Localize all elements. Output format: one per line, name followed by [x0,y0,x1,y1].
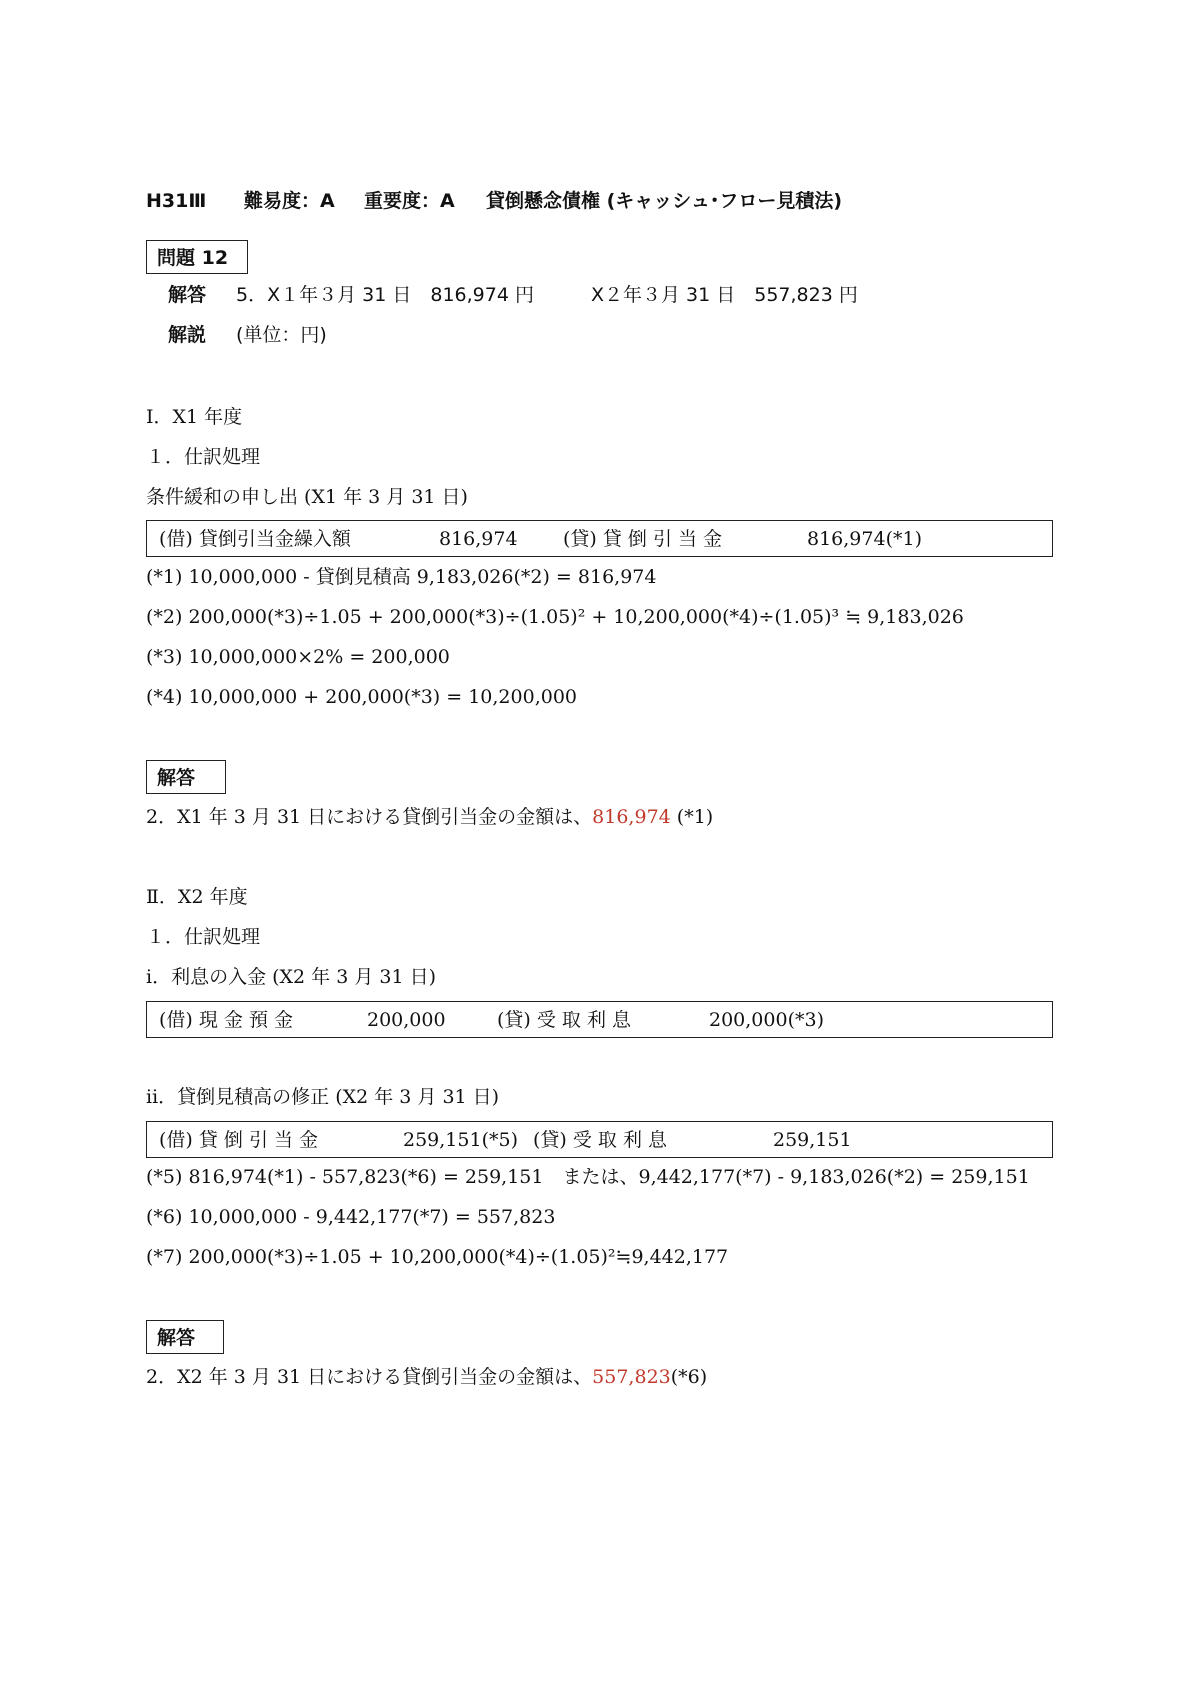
answer-box-1 [146,760,226,794]
journal-entry-3 [146,1121,1053,1158]
section1-entry-title: 条件緩和の申し出 (X1 年 3 月 31 日) [146,486,468,508]
header-code: H31Ⅲ [146,190,207,212]
explain-label: 解説 [168,324,207,346]
section1-sub: １．仕訳処理 [146,446,261,468]
section2-answer-suffix: (*6) [670,1366,708,1388]
section1-answer-prefix: 2．X1 年 3 月 31 日における貸倒引当金の金額は、 [146,806,593,828]
answer-box-1-label: 解答 [157,767,196,789]
journal2-credit-amount: 200,000(*3) [709,1009,824,1031]
section2-answer-value: 557,823 [592,1366,671,1388]
section1-answer-suffix: (*1) [670,806,714,828]
section2-sub: １．仕訳処理 [146,926,261,948]
journal3-debit-label: (借) 貸 倒 引 当 金 [159,1129,319,1151]
explain-unit: (単位：円) [236,324,327,346]
note-7: (*7) 200,000(*3)÷1.05 + 10,200,000(*4)÷(1.05)²≒9,442,177 [146,1246,729,1268]
section2-title: Ⅱ．X2 年度 [146,886,248,908]
journal-credit-amount: 816,974(*1) [807,528,922,550]
section1-answer-value: 816,974 [592,806,671,828]
journal-entry-1 [146,520,1053,557]
answer-box-2 [146,1320,224,1354]
journal2-debit-amount: 200,000 [367,1009,446,1031]
section1-title: Ⅰ．X1 年度 [146,406,243,428]
section2-answer-prefix: 2．X2 年 3 月 31 日における貸倒引当金の金額は、 [146,1366,593,1388]
answer-label: 解答 [168,284,207,306]
journal-debit-label: (借) 貸倒引当金繰入額 [159,528,351,550]
journal-entry-2 [146,1001,1053,1038]
section2-entry2-title: ⅱ．貸倒見積高の修正 (X2 年 3 月 31 日) [146,1086,500,1108]
header-topic: 貸倒懸念債権 (キャッシュ･フロー見積法) [486,190,843,212]
answer-text: 5．X１年３月 31 日 816,974 円 X２年３月 31 日 557,823 円 [236,284,858,306]
journal2-credit-label: (貸) 受 取 利 息 [497,1009,631,1031]
note-2: (*2) 200,000(*3)÷1.05 + 200,000(*3)÷(1.05)² + 10,200,000(*4)÷(1.05)³ ≒ 9,183,026 [146,606,964,628]
note-6: (*6) 10,000,000 - 9,442,177(*7) = 557,823 [146,1206,556,1228]
section2-answer [146,1364,707,1390]
note-4: (*4) 10,000,000 + 200,000(*3) = 10,200,000 [146,686,578,708]
section1-answer [146,804,713,830]
journal-credit-label: (貸) 貸 倒 引 当 金 [563,528,723,550]
problem-label-box [146,240,248,274]
note-5: (*5) 816,974(*1) - 557,823(*6) = 259,151 または、9,442,177(*7) - 9,183,026(*2) = 259,151 [146,1166,1030,1188]
note-3: (*3) 10,000,000×2% = 200,000 [146,646,450,668]
journal3-credit-label: (貸) 受 取 利 息 [533,1129,667,1151]
journal3-debit-amount: 259,151(*5) [403,1129,518,1151]
journal3-credit-amount: 259,151 [773,1129,852,1151]
section2-entry1-title: ⅰ．利息の入金 (X2 年 3 月 31 日) [146,966,437,988]
journal2-debit-label: (借) 現 金 預 金 [159,1009,293,1031]
header-difficulty: 難易度：A [244,190,335,212]
note-1: (*1) 10,000,000 - 貸倒見積高 9,183,026(*2) = 816,974 [146,566,657,588]
answer-box-2-label: 解答 [157,1327,196,1349]
header-importance: 重要度：A [364,190,455,212]
problem-label: 問題 12 [157,247,229,269]
journal-debit-amount: 816,974 [439,528,518,550]
